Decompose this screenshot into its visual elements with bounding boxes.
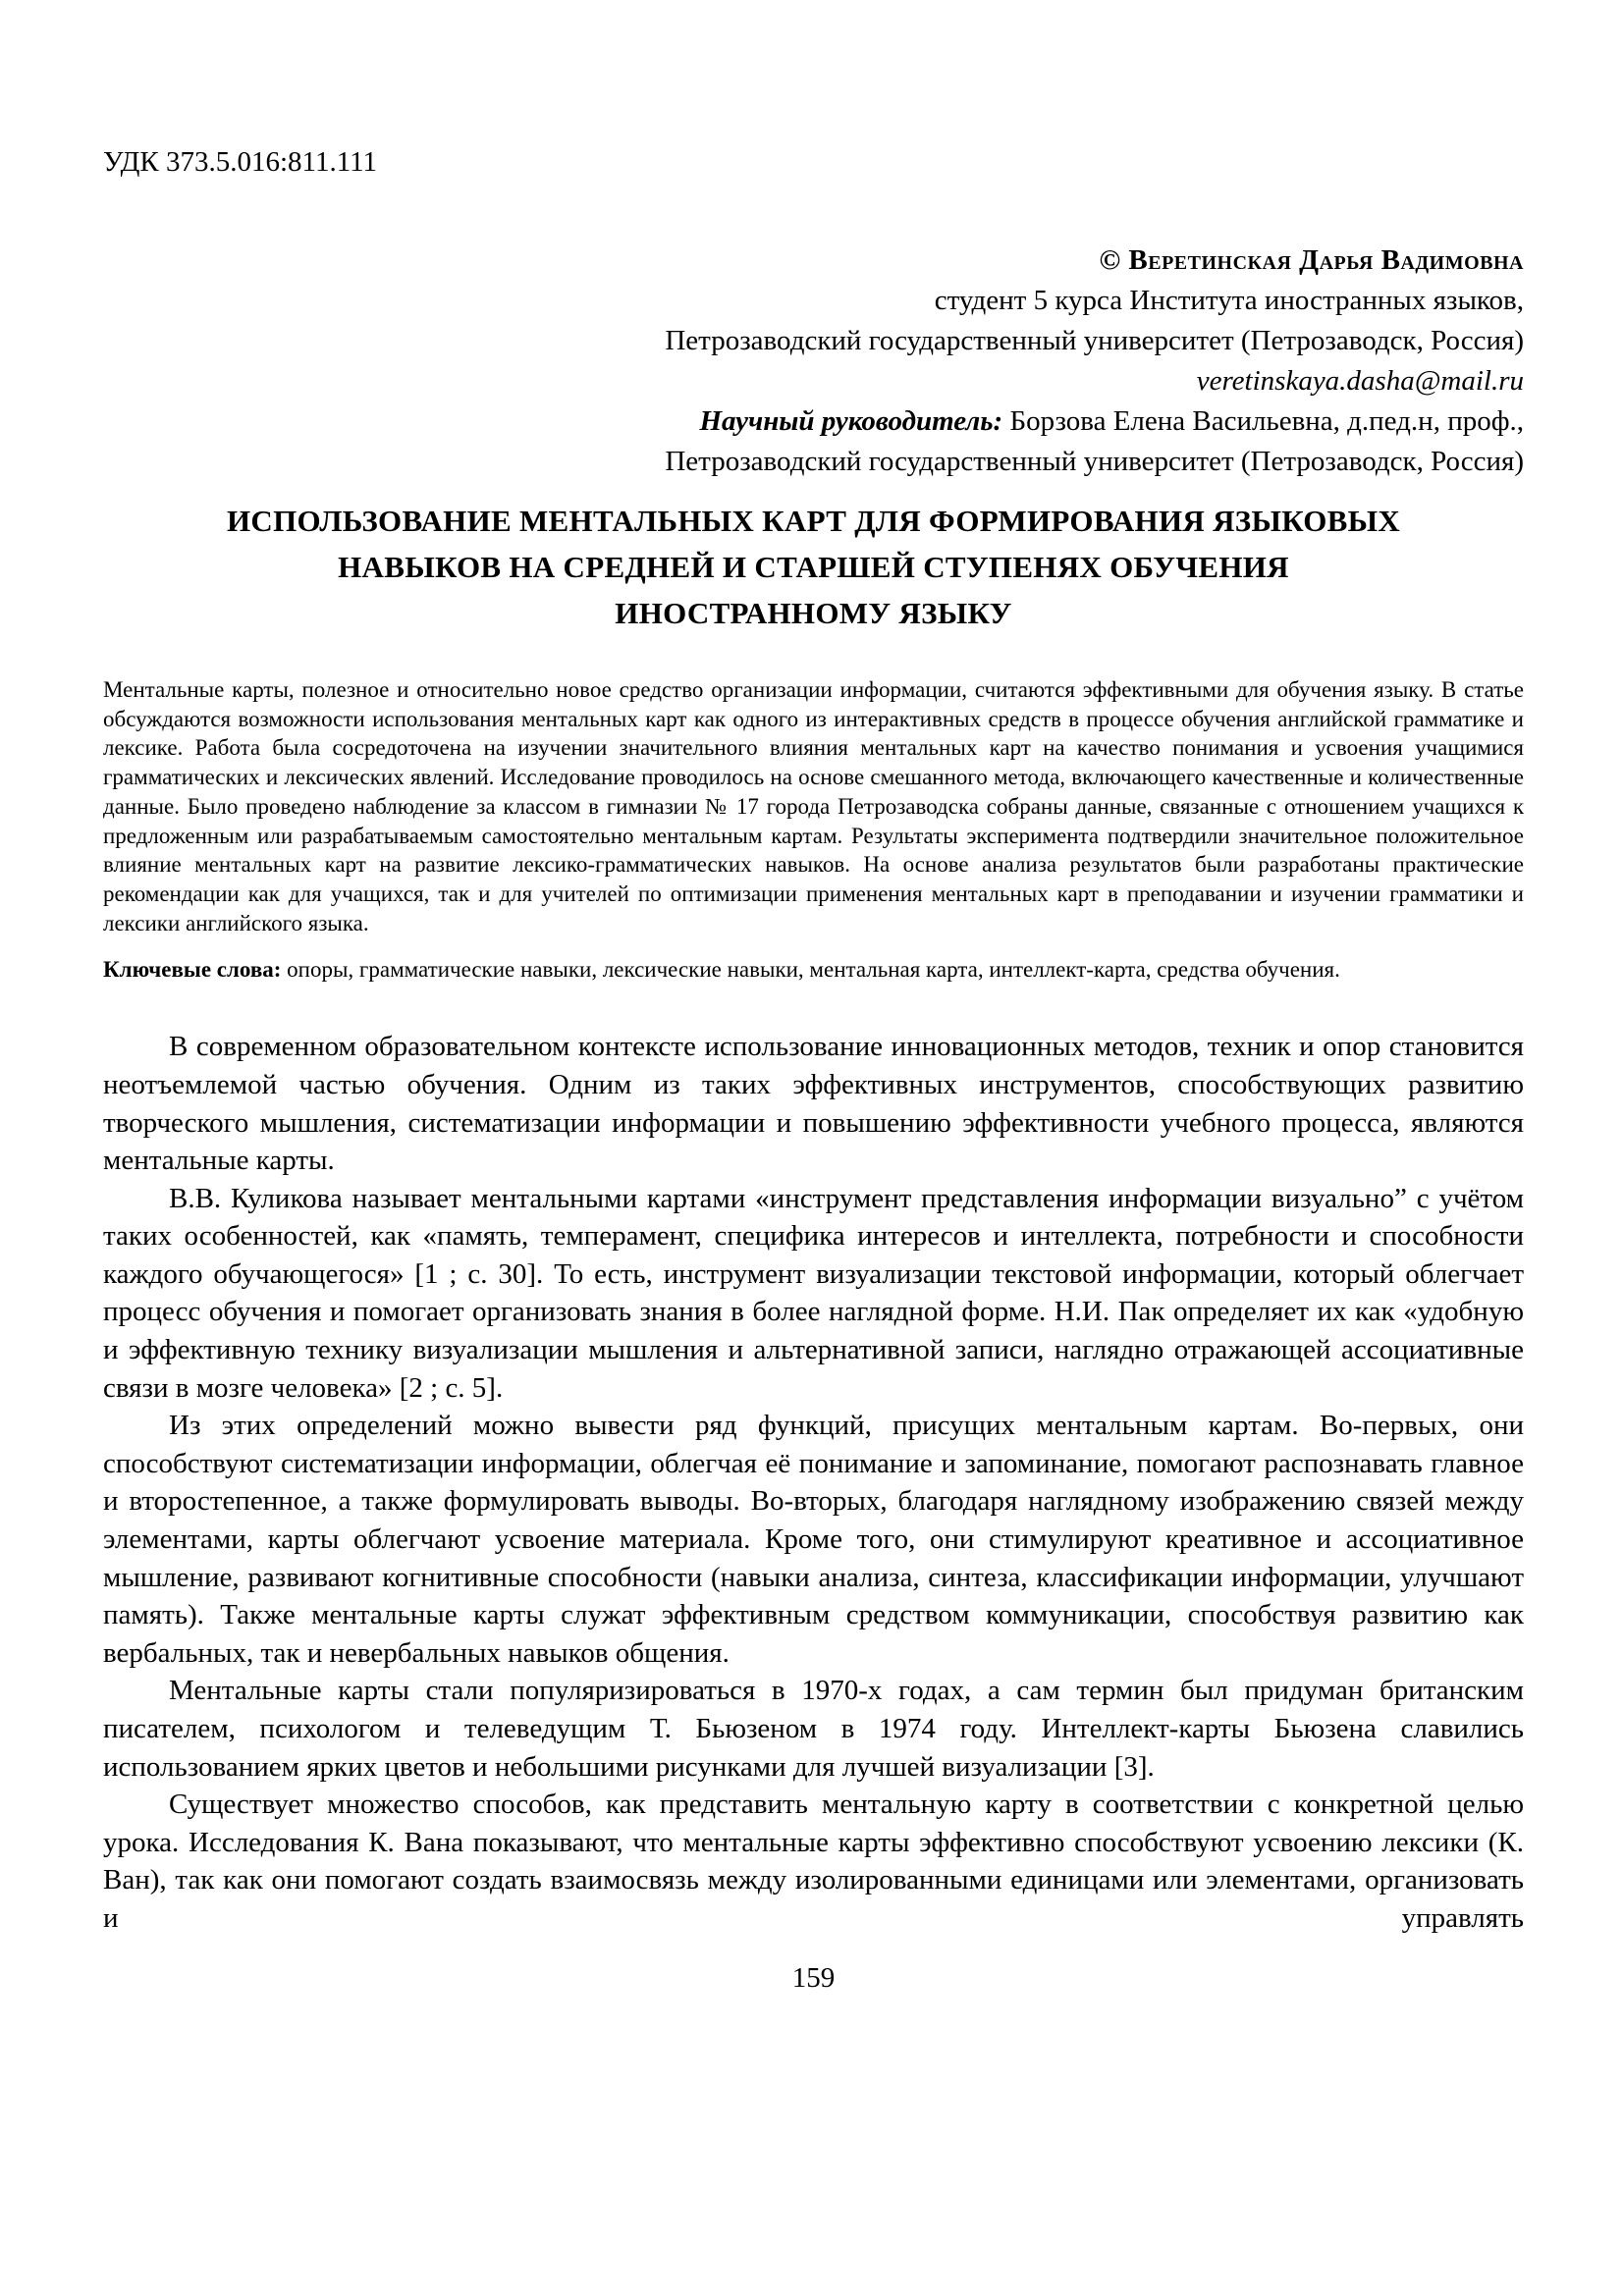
author-email: veretinskaya.dasha@mail.ru — [1196, 365, 1524, 397]
paragraph-1: В современном образовательном контексте использование инновационных методов, техник и опор становится неотъемлемой частью обучения. Одним из таких эффективных инструментов, способствующих развитию творческого мышления, систематизации информации и повышению эффективности учебного процесса, являются ментальные карты. — [103, 1031, 1524, 1177]
author-university-2: Петрозаводский государственный университет (Петрозаводск, Россия) — [665, 446, 1524, 477]
article-title-line-2: НАВЫКОВ НА СРЕДНЕЙ И СТАРШЕЙ СТУПЕНЯХ ОБУЧЕНИЯ — [338, 550, 1289, 584]
author-name: © Веретинская Дарья Вадимовна — [1099, 244, 1524, 276]
article-title — [103, 498, 1524, 636]
paragraph-5: Существует множество способов, как представить ментальную карту в соответствии с конкретной целью урока. Исследования К. Вана показывают, что ментальные карты эффективно способствуют усвоению лексики (К. Ван), так как они помогают создать взаимосвязь между изолированными единицами или элементами, организовать и управлять — [103, 1789, 1524, 1934]
author-university-1: Петрозаводский государственный университет (Петрозаводск, Россия) — [665, 325, 1524, 356]
advisor-name: Борзова Елена Васильевна, д.пед.н, проф., — [1002, 405, 1524, 437]
article-body — [103, 1028, 1524, 1937]
page-content — [103, 0, 1524, 1997]
keywords-line — [103, 955, 1524, 985]
author-block — [103, 240, 1524, 482]
paragraph-3: Из этих определений можно вывести ряд функций, присущих ментальным картам. Во-первых, они способствуют систематизации информации, облегчая её понимание и запоминание, помогают распознавать главное и второстепенное, а также формулировать выводы. Во-вторых, благодаря наглядному изображению связей между элементами, карты облегчают усвоение материала. Кроме того, они стимулируют креативное и ассоциативное мышление, развивают когнитивные способности (навыки анализа, синтеза, классификации информации, улучшают память). Также ментальные карты служат эффективным средством коммуникации, способствуя развитию как вербальных, так и невербальных навыков общения. — [103, 1410, 1524, 1669]
keywords-text: опоры, грамматические навыки, лексические навыки, ментальная карта, интеллект-карта, средства обучения. — [281, 957, 1340, 983]
author-role: студент 5 курса Института иностранных языков, — [934, 285, 1524, 316]
udc-code: УДК 373.5.016:811.111 — [103, 146, 378, 178]
abstract-text: Ментальные карты, полезное и относительно новое средство организации информации, считаются эффективными для обучения языку. В статье обсуждаются возможности использования ментальных карт как одного из интерактивных средств в процессе обучения английской грамматике и лексике. Работа была сосредоточена на изучении значительного влияния ментальных карт на качество понимания и усвоения учащимися грамматических и лексических явлений. Исследование проводилось на основе смешанного метода, включающего качественные и количественные данные. Было проведено наблюдение за классом в гимназии № 17 города Петрозаводска собраны данные, связанные с отношением учащихся к предложенным или разрабатываемым самостоятельно ментальным картам. Результаты эксперимента подтвердили значительное положительное влияние ментальных карт на развитие лексико-грамматических навыков. На основе анализа результатов были разработаны практические рекомендации как для учащихся, так и для учителей по оптимизации применения ментальных карт в преподавании и изучении грамматики и лексики английского языка. — [103, 677, 1524, 935]
keywords-label: Ключевые слова: — [103, 957, 282, 983]
article-title-line-1: ИСПОЛЬЗОВАНИЕ МЕНТАЛЬНЫХ КАРТ ДЛЯ ФОРМИРОВАНИЯ ЯЗЫКОВЫХ — [226, 504, 1401, 538]
advisor-label: Научный руководитель: — [699, 405, 1003, 437]
advisor-line — [103, 401, 1524, 442]
paragraph-2: В.В. Куликова называет ментальными картами «инструмент представления информации визуально” с учётом таких особенностей, как «память, темперамент, специфика интересов и интеллекта, потребности и способности каждого обучающегося» [1 ; с. 30]. То есть, инструмент визуализации текстовой информации, который облегчает процесс обучения и помогает организовать знания в более наглядной форме. Н.И. Пак определяет их как «удобную и эффективную технику визуализации мышления и альтернативной записи, наглядно отражающей ассоциативные связи в мозге человека» [2 ; с. 5]. — [103, 1182, 1524, 1404]
page-number: 159 — [791, 1961, 836, 1994]
paragraph-4: Ментальные карты стали популяризироваться в 1970-х годах, а сам термин был придуман британским писателем, психологом и телеведущим Т. Бьюзеном в 1974 году. Интеллект-карты Бьюзена славились использованием ярких цветов и небольшими рисунками для лучшей визуализации [3]. — [103, 1675, 1524, 1783]
article-title-line-3: ИНОСТРАННОМУ ЯЗЫКУ — [615, 596, 1012, 630]
